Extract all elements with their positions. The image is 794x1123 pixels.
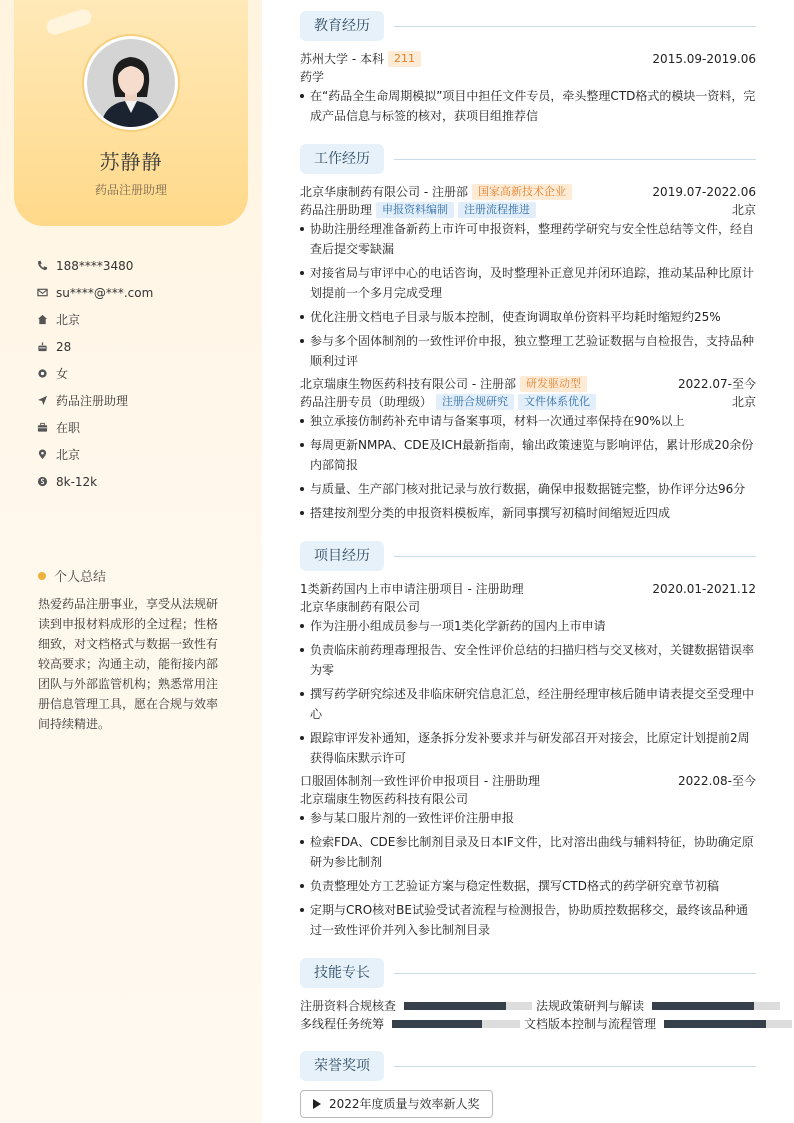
play-icon xyxy=(313,1099,321,1109)
list-item: 定期与CRO核对BE试验受试者流程与检测报告，协助质控数据移交，最终该品种通过一致性评价并列入参比制剂目录 xyxy=(300,900,758,940)
contact-text: 北京 xyxy=(56,313,81,327)
awards-section-header xyxy=(300,1051,756,1081)
job-city: 北京 xyxy=(731,395,756,409)
project-header xyxy=(300,580,756,598)
list-item: 在“药品全生命周期模拟”项目中担任文件专员，牵头整理CTD格式的模块一资料，完成产品信息与标签的核对，获项目组推荐信 xyxy=(300,86,758,126)
contact-item xyxy=(36,441,246,468)
contact-item xyxy=(36,387,246,414)
contact-item xyxy=(36,279,246,306)
work-section-header xyxy=(300,144,756,174)
list-item: 检索FDA、CDE参比制剂目录及日本IF文件，比对溶出曲线与辅料特征，协助确定原研为参比制剂 xyxy=(300,832,758,872)
section-title: 技能专长 xyxy=(300,958,384,988)
skill-tag: 申报资料编制 xyxy=(376,202,454,218)
bullet-dot-icon xyxy=(38,572,46,580)
job-header xyxy=(300,183,756,201)
home-icon xyxy=(36,314,48,326)
section-title: 项目经历 xyxy=(300,541,384,571)
school: 苏州大学 - 本科 xyxy=(300,52,384,66)
avatar-photo xyxy=(87,39,175,127)
project-title: 1类新药国内上市申请注册项目 - 注册助理 xyxy=(300,582,524,596)
briefcase-icon xyxy=(36,422,48,434)
candidate-name: 苏静静 xyxy=(99,150,163,174)
list-item: 搭建按剂型分类的申报资料模板库，新同事撰写初稿时间缩短近四成 xyxy=(300,503,758,523)
profile-card xyxy=(14,0,248,226)
skill-bar-fill xyxy=(404,1002,506,1010)
gender-icon xyxy=(36,368,48,380)
contact-list xyxy=(36,252,246,495)
candidate-title: 药品注册助理 xyxy=(94,183,167,197)
list-item: 协助注册经理准备新药上市许可申报资料，整理药学研究与安全性总结等文件，经自查后提交零缺漏 xyxy=(300,219,758,259)
job-role-row xyxy=(300,201,756,219)
avatar xyxy=(84,36,178,130)
skill-bar-fill xyxy=(664,1020,766,1028)
project-org: 北京瑞康生物医药科技有限公司 xyxy=(300,792,469,806)
section-title: 教育经历 xyxy=(300,11,384,41)
skill-bar xyxy=(392,1020,520,1028)
skill-bar-fill xyxy=(392,1020,482,1028)
job-role: 药品注册助理 xyxy=(300,203,373,217)
job-header xyxy=(300,375,756,393)
contact-item xyxy=(36,360,246,387)
summary-text: 热爱药品注册事业，享受从法规研读到申报材料成形的全过程；性格细致，对文档格式与数据一致性有较高要求；沟通主动，能衔接内部团队与外部监管机构；熟悉常用注册信息管理工具，愿在合规与效率间持续精进。 xyxy=(38,597,219,731)
education-period: 2015.09-2019.06 xyxy=(652,52,756,66)
project-period: 2022.08-至今 xyxy=(678,774,756,788)
divider xyxy=(394,1066,756,1067)
list-item: 参与多个固体制剂的一致性评价申报，独立整理工艺验证数据与自检报告，支持品种顺利过评 xyxy=(300,331,758,371)
skills-section-header xyxy=(300,958,756,988)
skill-name: 法规政策研判与解读 xyxy=(536,999,645,1013)
school-tag: 211 xyxy=(388,51,421,67)
projects-section-header xyxy=(300,541,756,571)
divider xyxy=(394,26,756,27)
divider xyxy=(394,973,756,974)
contact-text: 188****3480 xyxy=(56,258,134,273)
section-title: 工作经历 xyxy=(300,144,384,174)
education-section-header xyxy=(300,11,756,41)
skill-tag: 注册合规研究 xyxy=(436,394,514,410)
contact-item xyxy=(36,306,246,333)
summary-heading-text: 个人总结 xyxy=(54,570,107,585)
list-item: 撰写药学研究综述及非临床研究信息汇总，经注册经理审核后随申请表提交至受理中心 xyxy=(300,684,758,724)
list-item: 作为注册小组成员参与一项1类化学新药的国内上市申请 xyxy=(300,616,758,636)
contact-text: 北京 xyxy=(56,448,81,462)
list-item: 负责临床前药理毒理报告、安全性评价总结的扫描归档与交叉核对，关键数据错误率为零 xyxy=(300,640,758,680)
skill-bar xyxy=(664,1020,792,1028)
skill-tag: 注册流程推进 xyxy=(458,202,536,218)
contact-text: 8k-12k xyxy=(56,474,98,489)
list-item: 对接省局与审评中心的电话咨询，及时整理补正意见并闭环追踪，推动某品种比原计划提前一个多月完成受理 xyxy=(300,263,758,303)
skill-tag: 文件体系优化 xyxy=(518,394,596,410)
cake-icon xyxy=(36,341,48,353)
contact-item xyxy=(36,468,246,495)
project-header xyxy=(300,772,756,790)
job-role-row xyxy=(300,393,756,411)
job-period: 2019.07-2022.06 xyxy=(652,185,756,199)
contact-text: 药品注册助理 xyxy=(56,394,129,408)
list-item: 独立承接仿制药补充申请与备案事项，材料一次通过率保持在90%以上 xyxy=(300,411,758,431)
contact-text: 在职 xyxy=(56,421,81,435)
skill-bar-fill xyxy=(652,1002,754,1010)
list-item: 与质量、生产部门核对批记录与放行数据，确保申报数据链完整，协作评分达96分 xyxy=(300,479,758,499)
summary-heading xyxy=(38,566,106,585)
contact-text: 女 xyxy=(56,367,69,381)
decoration xyxy=(45,7,94,36)
project-title: 口服固体制剂一致性评价申报项目 - 注册助理 xyxy=(300,774,540,788)
skill-name: 注册资料合规核查 xyxy=(300,999,397,1013)
location-icon xyxy=(36,449,48,461)
job-city: 北京 xyxy=(731,203,756,217)
send-icon xyxy=(36,395,48,407)
list-item: 优化注册文档电子目录与版本控制，使查询调取单份资料平均耗时缩短约25% xyxy=(300,307,758,327)
project-period: 2020.01-2021.12 xyxy=(652,582,756,596)
education-row xyxy=(300,50,756,68)
contact-item xyxy=(36,333,246,360)
company: 北京瑞康生物医药科技有限公司 - 注册部 xyxy=(300,377,516,391)
company-tag: 研发驱动型 xyxy=(520,376,587,392)
divider xyxy=(394,556,756,557)
mail-icon xyxy=(36,287,48,299)
phone-icon xyxy=(36,260,48,272)
divider xyxy=(394,159,756,160)
skill-bar xyxy=(404,1002,532,1010)
list-item: 参与某口服片剂的一致性评价注册申报 xyxy=(300,808,758,828)
job-period: 2022.07-至今 xyxy=(678,377,756,391)
project-org: 北京华康制药有限公司 xyxy=(300,600,421,614)
salary-icon xyxy=(36,476,48,488)
company: 北京华康制药有限公司 - 注册部 xyxy=(300,185,468,199)
skill-name: 多线程任务统筹 xyxy=(300,1017,385,1031)
contact-item xyxy=(36,414,246,441)
contact-text: 28 xyxy=(56,339,72,354)
major: 药学 xyxy=(300,70,325,84)
sidebar xyxy=(0,0,262,1123)
company-tag: 国家高新技术企业 xyxy=(472,184,572,200)
job-role: 药品注册专员（助理级） xyxy=(300,395,433,409)
list-item: 负责整理处方工艺验证方案与稳定性数据，撰写CTD格式的药学研究章节初稿 xyxy=(300,876,758,896)
list-item: 跟踪审评发补通知，逐条拆分发补要求并与研发部召开对接会，比原定计划提前2周获得临床默示许可 xyxy=(300,728,758,768)
section-title: 荣誉奖项 xyxy=(300,1051,384,1081)
award-badge xyxy=(300,1090,493,1118)
contact-item xyxy=(36,252,246,279)
award-name: 2022年度质量与效率新人奖 xyxy=(329,1097,480,1111)
contact-text: su****@***.com xyxy=(56,285,154,300)
skill-name: 文档版本控制与流程管理 xyxy=(524,1017,657,1031)
list-item: 每周更新NMPA、CDE及ICH最新指南，输出政策速览与影响评估，累计形成20余份内部简报 xyxy=(300,435,758,475)
skill-bar xyxy=(652,1002,780,1010)
